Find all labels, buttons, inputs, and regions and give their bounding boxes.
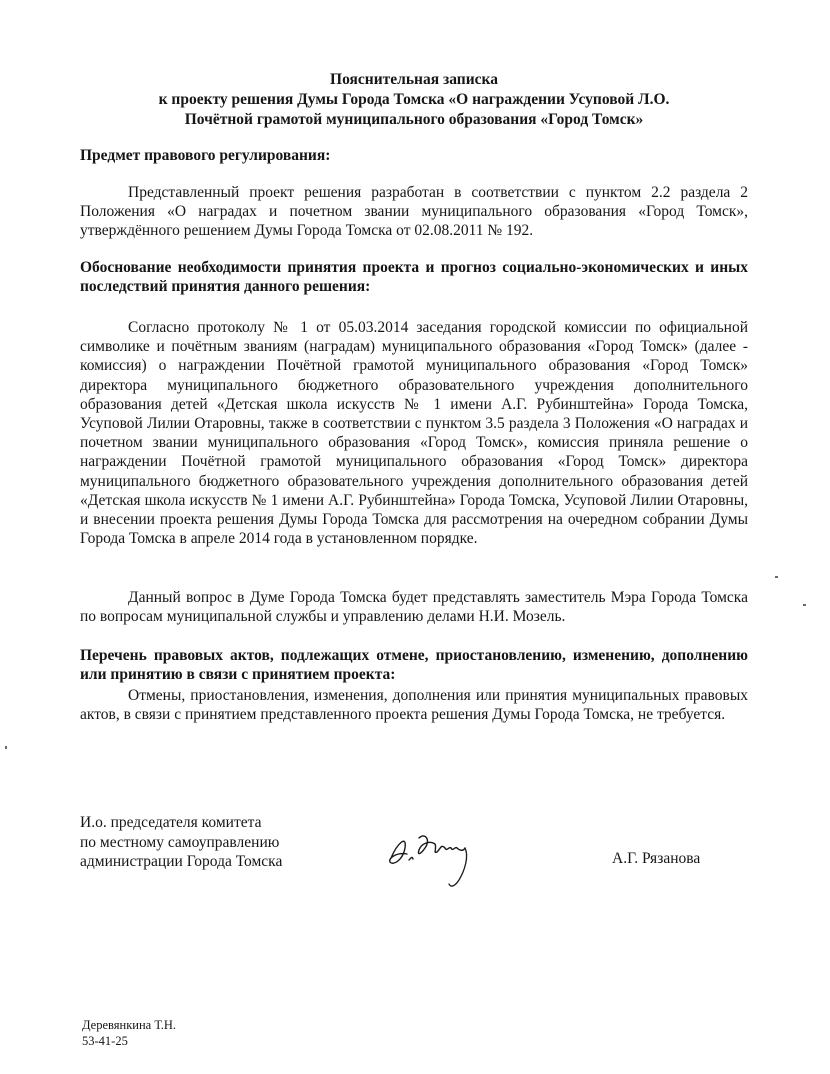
justification-heading: Обоснование необходимости принятия проекта и прогноз социально-экономических и иных последствий принятия данного решения: <box>80 259 748 295</box>
scan-speck <box>775 576 778 578</box>
subject-heading: Предмет правового регулирования: <box>80 147 331 164</box>
signatory-line-1: И.о. председателя комитета <box>80 814 262 831</box>
signatory-position <box>80 813 282 872</box>
executor-name: Деревянкина Т.Н. <box>82 1018 176 1032</box>
document-title <box>80 70 748 130</box>
presenter-paragraph: Данный вопрос в Думе Города Томска будет представлять заместитель Мэра Города Томска по вопросам муниципальной службы и управлению делами Н.И. Мозель. <box>80 589 748 626</box>
title-line-2: к проекту решения Думы Города Томска «О награждении Усуповой Л.О. <box>158 91 670 108</box>
scan-speck <box>5 746 7 749</box>
title-line-3: Почётной грамотой муниципального образования «Город Томск» <box>184 111 644 128</box>
executor-info <box>82 1018 176 1049</box>
acts-heading: Перечень правовых актов, подлежащих отмене, приостановлению, изменению, дополнению или принятию в связи с принятием проекта: <box>80 647 748 683</box>
signatory-line-3: администрации Города Томска <box>80 853 283 870</box>
acts-paragraph: Отмены, приостановления, изменения, дополнения или принятия муниципальных правовых актов, в связи с принятием представленного проекта решения Думы Города Томска, не требуется. <box>80 687 748 724</box>
signatory-line-2: по местному самоуправлению <box>80 833 280 851</box>
subject-paragraph: Представленный проект решения разработан в соответствии с пунктом 2.2 раздела 2 Положения «О наградах и почетном звании муниципального образования «Город Томск», утверждённого решением Думы Города Томска от 02.08.2011 № 192. <box>80 184 748 240</box>
signatory-name: А.Г. Рязанова <box>612 850 701 867</box>
handwritten-signature <box>385 826 485 896</box>
scan-speck <box>803 604 806 606</box>
title-line-1: Пояснительная записка <box>330 71 498 88</box>
justification-paragraph: Согласно протоколу № 1 от 05.03.2014 заседания городской комиссии по официальной символике и почётным званиям (наградам) муниципального образования «Город Томск» (далее - комиссия) о награждении Почётной грамотой муниципального образования «Город Томск» директора муниципального бюджетного образовательного учреждения дополнительного образования детей «Детская школа искусств № 1 имени А.Г. Рубинштейна» Города Томска, Усуповой Лилии Отаровны, также в соответствии с пунктом 3.5 раздела 3 Положения «О наградах и почетном звании муниципального образования «Город Томск», комиссия приняла решение о награждении Почётной грамотой муниципального образования «Город Томск» директора муниципального бюджетного образовательного учреждения дополнительного образования детей «Детская школа искусств № 1 имени А.Г. Рубинштейна» Города Томска, Усуповой Лилии Отаровны, и внесении проекта решения Думы Города Томска для рассмотрения на очередном собрании Думы Города Томска в апреле 2014 года в установленном порядке. <box>80 319 748 548</box>
executor-phone: 53-41-25 <box>82 1033 128 1048</box>
